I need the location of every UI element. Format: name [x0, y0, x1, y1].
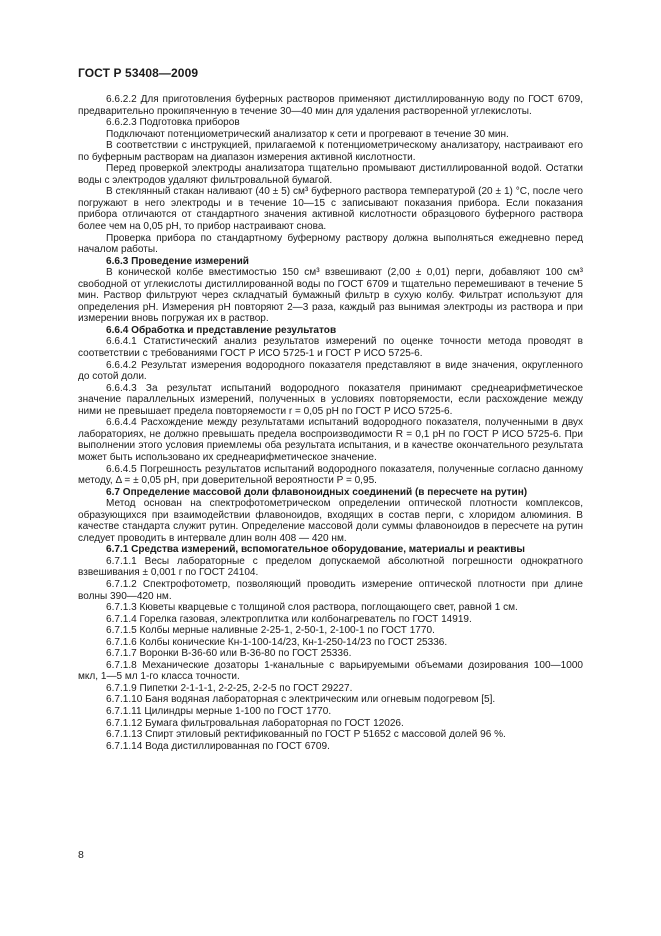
paragraph: В стеклянный стакан наливают (40 ± 5) см³ буферного раствора температурой (20 ± 1) °С, после чего погружают в него электроды и в течение 10—15 с записывают показания прибора. Если показания прибора отличаются от стандартного значения активной кислотности образцового буферного раствора более чем на 0,05 pH, то прибор настраивают снова. — [78, 186, 583, 233]
paragraph: 6.6.4.1 Статистический анализ результатов измерений по оценке точности метода проводят в соответствии с требованиями ГОСТ Р ИСО 5725-1 и ГОСТ Р ИСО 5725-6. — [78, 336, 583, 360]
paragraph: Проверка прибора по стандартному буферному раствору должна выполняться ежедневно перед началом работы. — [78, 232, 583, 256]
list-item: 6.7.1.2 Спектрофотометр, позволяющий проводить измерение оптической плотности при длине волны 390—420 нм. — [78, 578, 583, 602]
section-heading: 6.7 Определение массовой доли флавоноидных соединений (в пересчете на рутин) — [106, 486, 528, 498]
list-item: 6.7.1.11 Цилиндры мерные 1-100 по ГОСТ 1770. — [106, 705, 332, 717]
standard-header: ГОСТ Р 53408—2009 — [78, 66, 199, 80]
list-item: 6.7.1.9 Пипетки 2-1-1-1, 2-2-25, 2-2-5 по ГОСТ 29227. — [106, 682, 353, 694]
paragraph: 6.6.2.3 Подготовка приборов — [106, 117, 240, 129]
section-heading: 6.7.1 Средства измерений, вспомогательное оборудование, материалы и реактивы — [106, 544, 526, 556]
paragraph: В соответствии с инструкцией, прилагаемой к потенциометрическому анализатору, настраивают его по буферным растворам на диапазон измерения активной кислотности. — [78, 140, 583, 163]
paragraph: Перед проверкой электроды анализатора тщательно промывают дистиллированной водой. Остатки воды с электродов удаляют фильтровальной бумагой. — [78, 163, 583, 186]
paragraph: Подключают потенциометрический анализатор к сети и прогревают в течение 30 мин. — [106, 128, 509, 140]
list-item: 6.7.1.6 Колбы конические Кн-1-100-14/23, Кн-1-250-14/23 по ГОСТ 25336. — [106, 636, 448, 648]
list-item: 6.7.1.3 Кюветы кварцевые с толщиной слоя раствора, поглощающего свет, равной 1 см. — [106, 602, 518, 614]
list-item: 6.7.1.14 Вода дистиллированная по ГОСТ 6709. — [106, 740, 330, 752]
paragraph: 6.6.4.5 Погрешность результатов испытаний водородного показателя, полученные согласно данному методу, Δ = ± 0,05 pH, при доверительной вероятности P = 0,95. — [78, 463, 583, 487]
list-item: 6.7.1.5 Колбы мерные наливные 2-25-1, 2-50-1, 2-100-1 по ГОСТ 1770. — [106, 625, 435, 637]
list-item: 6.7.1.8 Механические дозаторы 1-канальные с варьируемыми объемами дозирования 100—1000 мкл, 1—5 мл 1-го класса точности. — [78, 659, 583, 683]
document-body — [78, 94, 583, 752]
list-item: 6.7.1.7 Воронки В-36-60 или В-36-80 по ГОСТ 25336. — [106, 648, 352, 660]
paragraph: 6.6.4.3 За результат испытаний водородного показателя принимают среднеарифметическое значение параллельных измерений, полученных в условиях повторяемости, если расхождение между ними не превышает предела повторяемости r = 0,05 pH по ГОСТ Р ИСО 5725-6. — [78, 382, 583, 417]
list-item: 6.7.1.12 Бумага фильтровальная лабораторная по ГОСТ 12026. — [106, 717, 404, 729]
list-item: 6.7.1.1 Весы лабораторные с пределом допускаемой абсолютной погрешности однократного взвешивания ± 0,001 г по ГОСТ 24104. — [78, 555, 583, 579]
list-item: 6.7.1.13 Спирт этиловый ректификованный по ГОСТ Р 51652 с массовой долей 96 %. — [106, 729, 506, 741]
paragraph: В конической колбе вместимостью 150 см³ взвешивают (2,00 ± 0,01) перги, добавляют 100 см³ свободной от углекислоты дистиллированной воды по ГОСТ 6709 и тщательно перемешивают в течение 5 мин. Раствор фильтруют через складчатый бумажный фильтр в сухую колбу. Фильтрат используют для определения pH. Измерения pH повторяют 2—3 раза, каждый раз вынимая электроды из раствора и при измерении вновь погружая их в раствор. — [78, 267, 583, 325]
list-item: 6.7.1.10 Баня водяная лабораторная с электрическим или огневым подогревом [5]. — [106, 694, 496, 706]
list-item: 6.7.1.4 Горелка газовая, электроплитка или колбонагреватель по ГОСТ 14919. — [106, 613, 472, 625]
paragraph: 6.6.4.2 Результат измерения водородного показателя представляют в виде значения, округленного до сотой доли. — [78, 359, 583, 383]
paragraph: 6.6.4.4 Расхождение между результатами испытаний водородного показателя, полученными в двух лабораториях, не должно превышать предела воспроизводимости R = 0,1 pH по ГОСТ Р ИСО 5725-6. При выполнении этого условия приемлемы оба результата испытания, и в качестве окончательного результата может быть использовано их среднеарифметическое значение. — [78, 417, 583, 463]
paragraph: Метод основан на спектрофотометрическом определении оптической плотности комплексов, образующихся при взаимодействии флавоноидов, входящих в состав перги, с хлоридом алюминия. В качестве стандарта служит рутин. Определение массовой доли суммы флавоноидов в пересчете на рутин следует проводить в интервале длин волн 408 — 420 нм. — [78, 498, 583, 544]
section-heading: 6.6.4 Обработка и представление результатов — [106, 324, 337, 336]
paragraph: 6.6.2.2 Для приготовления буферных растворов применяют дистиллированную воду по ГОСТ 6709, предварительно прокипяченную в течение 30—40 мин для удаления растворенной углекислоты. — [78, 94, 583, 117]
section-heading: 6.6.3 Проведение измерений — [106, 255, 249, 267]
page-number: 8 — [78, 849, 84, 861]
